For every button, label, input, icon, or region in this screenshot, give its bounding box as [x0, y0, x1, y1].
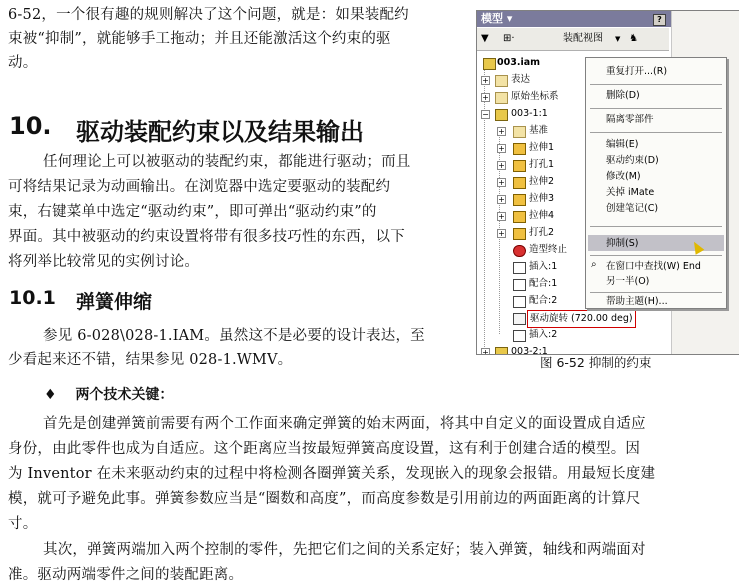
- section-para-line-1: 任何理论上可以被驱动的装配约束，都能进行驱动；而且: [43, 154, 411, 170]
- extrude-icon: [513, 194, 526, 206]
- part-icon: [495, 347, 508, 355]
- folder-icon: [513, 126, 526, 138]
- section-title: 驱动装配约束以及结果输出: [76, 118, 364, 146]
- menu-item-find-in-window: 在窗口中查找(W) End: [606, 261, 701, 272]
- expand-icon: +: [498, 161, 505, 170]
- menu-item-modify: 修改(M): [606, 171, 641, 182]
- menu-item-create-note: 创建笔记(C): [606, 203, 659, 214]
- menu-separator: [590, 255, 722, 256]
- bullet-heading: [44, 384, 173, 404]
- model-browser-screenshot: 模型 ▾ ? ▼ ⊞· 装配视图 ▼ ♞ 003.iam + 表达 + 原始坐标系 − 003-1:1 + 基准 + 拉伸1 + 打孔1 + 拉伸2 + 拉伸3 + 拉伸4 + 打孔2 造型终止 插入:1 配合:1 配合:2 驱动旋转 (720.00 deg) 插入:2 + 003-2:1 重复打开...(R) 删除(D) 隔离零部件 编辑(E) 驱动约束(D) 修改(M) 关掉 iMate 创建笔记(C) 抑制(S) ⌕ 在窗口中查找(W) End 另一半(O) 帮助主题(H)...: [476, 10, 739, 355]
- expand-icon: +: [482, 93, 489, 102]
- intro-line-1: 6-52，一个很有趣的规则解决了这个问题，就是：如果装配约: [8, 7, 409, 23]
- hole-icon: [513, 228, 526, 240]
- find-in-window-icon: ⌕: [591, 259, 597, 270]
- body-para1-line-3: 为 Inventor 在未来驱动约束的过程中将检测各圈弹簧关系，发现嵌入的现象会报错。用最短长度建: [8, 466, 656, 482]
- insert-constraint-icon: [513, 330, 526, 342]
- sub-para-line-2: 少看起来还不错，结果参见 028-1.WMV。: [8, 352, 293, 368]
- folder-icon: [495, 75, 508, 87]
- bullet-text: 两个技术关键：: [75, 387, 174, 403]
- subsection-title: 弹簧伸缩: [76, 291, 153, 313]
- mate-constraint-icon: [513, 279, 526, 291]
- menu-item-help-topics: 帮助主题(H)...: [606, 296, 668, 307]
- options-icon: ⊞·: [503, 33, 515, 44]
- menu-separator: [590, 84, 722, 85]
- extrude-icon: [513, 211, 526, 223]
- menu-item-imate: 关掉 iMate: [606, 187, 655, 198]
- expand-icon: +: [498, 127, 505, 136]
- subsection-number: 10.1: [9, 287, 56, 309]
- intro-line-2: 束被“抑制”，就能够手工拖动；并且还能激活这个约束的驱: [8, 31, 391, 47]
- body-para1-line-1: 首先是创建弹簧前需要有两个工作面来确定弹簧的始末两面，将其中自定义的面设置成自适应: [43, 416, 646, 432]
- folder-icon: [495, 92, 508, 104]
- insert-constraint-icon: [513, 262, 526, 274]
- section-para-line-3: 束，右键菜单中选定“驱动约束”，即可弹出“驱动约束”的: [8, 204, 377, 220]
- browser-title-bar: [477, 11, 671, 27]
- section-para-line-4: 界面。其中被驱动的约束设置将带有很多技巧性的东西，以下: [8, 229, 405, 245]
- body-para2-line-1: 其次，弹簧两端加入两个控制的零件，先把它们之间的关系定好；装入弹簧，轴线和两端面对: [43, 542, 646, 558]
- assembly-icon: [483, 58, 496, 70]
- find-icon: ♞: [629, 33, 638, 44]
- body-para1-line-4: 模，就可予避免此事。弹簧参数应当是“圈数和高度”，而高度参数是引用前边的两面距离的计算尺: [8, 491, 641, 507]
- figure-caption: 图 6-52 抑制的约束: [540, 355, 652, 370]
- end-of-part-icon: [513, 245, 526, 257]
- menu-item-delete: 删除(D): [606, 90, 640, 101]
- body-para1-line-2: 身份，由此零件也成为自适应。这个距离应当按最短弹簧高度设置，这有利于创建合适的模型。因: [8, 441, 641, 457]
- expand-icon: +: [498, 229, 505, 238]
- expand-icon: +: [498, 144, 505, 153]
- expand-icon: +: [482, 348, 489, 355]
- filter-icon: ▼: [481, 33, 489, 44]
- view-dropdown-icon: ▼: [615, 35, 621, 43]
- expand-icon: +: [498, 212, 505, 221]
- menu-separator: [590, 226, 722, 227]
- browser-title: 模型 ▾: [481, 12, 513, 25]
- expand-icon: +: [498, 195, 505, 204]
- help-icon: ?: [653, 14, 666, 26]
- menu-separator: [590, 108, 722, 109]
- menu-item-edit: 编辑(E): [606, 139, 639, 150]
- menu-item-isolate: 隔离零部件: [606, 114, 654, 125]
- angle-constraint-icon: [513, 313, 526, 325]
- part-icon: [495, 109, 508, 121]
- expand-icon: +: [482, 76, 489, 85]
- assembly-view-label: 装配视图: [563, 33, 603, 44]
- menu-separator: [590, 292, 722, 293]
- menu-item-suppress: 抑制(S): [606, 238, 639, 249]
- selected-constraint: 驱动旋转 (720.00 deg): [527, 310, 636, 328]
- diamond-bullet-icon: ♦: [44, 387, 57, 403]
- browser-toolbar: [477, 28, 669, 51]
- collapse-icon: −: [482, 110, 489, 119]
- menu-item-reopen: 重复打开...(R): [606, 66, 668, 77]
- menu-separator: [590, 132, 722, 133]
- mate-constraint-icon: [513, 296, 526, 308]
- sub-para-line-1: 参见 6-028\028-1.IAM。虽然这不是必要的设计表达，至: [43, 328, 425, 344]
- hole-icon: [513, 160, 526, 172]
- expand-icon: +: [498, 178, 505, 187]
- menu-item-other-half: 另一半(O): [606, 276, 650, 287]
- menu-item-drive-constraint: 驱动约束(D): [606, 155, 659, 166]
- section-para-line-2: 可将结果记录为动画输出。在浏览器中选定要驱动的装配约: [8, 179, 391, 195]
- body-para2-line-2: 准。驱动两端零件之间的装配距离。: [8, 567, 244, 583]
- extrude-icon: [513, 143, 526, 155]
- context-menu: [585, 57, 727, 309]
- extrude-icon: [513, 177, 526, 189]
- intro-line-3: 动。: [8, 55, 38, 71]
- section-para-line-5: 将列举比较常见的实例讨论。: [8, 254, 200, 270]
- body-para1-line-5: 寸。: [8, 516, 38, 532]
- section-number: 10.: [9, 112, 52, 140]
